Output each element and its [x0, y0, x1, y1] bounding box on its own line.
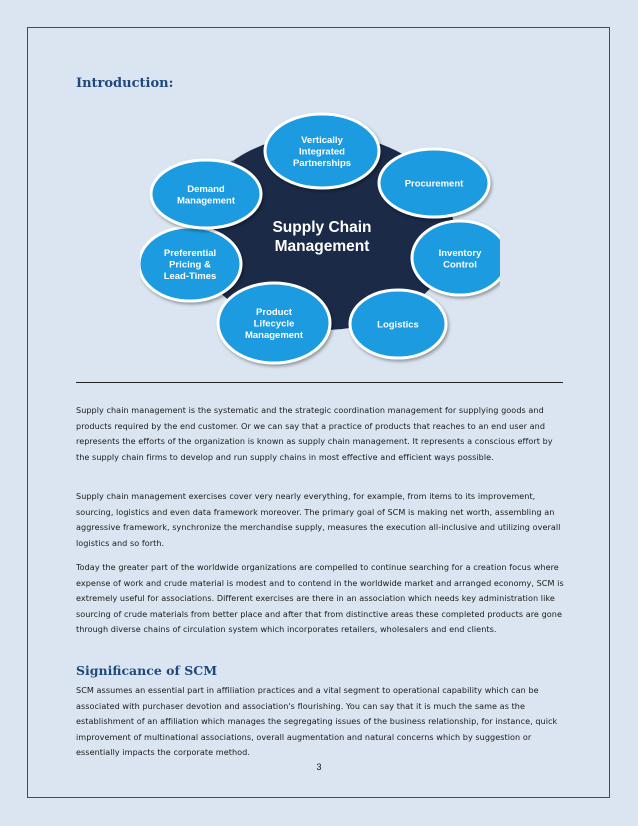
node-label-line: Integrated: [299, 146, 345, 158]
node-procurement: [379, 149, 489, 217]
paragraph-1: Supply chain management is the systematic and the strategic coordination management for supplying goods and products required by the end customer. Or we can say that a practice of products that reaches to an end user and represents the efforts of the organization is known as supply chain management. It represents a conscious effort by the supply chain firms to develop and run supply chains in most effective and efficient ways possible.: [76, 405, 553, 462]
node-demand-management: [151, 160, 261, 228]
paragraph-3: Today the greater part of the worldwide organizations are compelled to continue searching for a creation focus where expense of work and crude material is modest and to contend in the worldwide market and arranged economy, SCM is extremely useful for associations. Different exercises are there in an association which needs key administration like sourcing of crude materials from better place and after that from distinctive areas these completed products are gone through diverse chains of circulation system which incorporates retailers, wholesalers and end clients.: [76, 562, 564, 634]
node-vertically-integrated-partnerships: [265, 114, 379, 188]
node-label-line: Lead-Times: [163, 271, 217, 282]
horizontal-rule: [76, 382, 563, 383]
supply-chain-diagram: [140, 110, 500, 372]
node-label-line: Logistics: [377, 319, 419, 331]
node-label-line: Inventory: [438, 247, 482, 259]
center-title-line2: Management: [274, 238, 370, 255]
node-label-line: Demand: [187, 183, 225, 195]
node-label-line: Product: [256, 307, 292, 318]
significance-heading: Significance of SCM: [76, 663, 218, 678]
node-label-line: Preferential: [163, 248, 217, 259]
node-label-line: Pricing &: [169, 259, 211, 271]
node-preferential-pricing: [140, 227, 241, 301]
node-inventory-control: [412, 221, 500, 295]
paragraph-4: SCM assumes an essential part in affiliation practices and a vital segment to operational capability which can be associated with purchaser devotion and association's flourishing. You can say that it is much the same as the establishment of an affiliation which manages the segregating issues of the business relationship, for instance, quick improvement of multinational associations, overall augmentation and natural concerns which by suggestion or essentially impacts the corporate method.: [76, 685, 558, 757]
node-label-line: Vertically: [301, 135, 343, 146]
node-label-line: Management: [244, 330, 304, 341]
introduction-heading: Introduction:: [76, 76, 174, 91]
node-logistics: [350, 290, 446, 358]
page-number: 3: [316, 762, 322, 772]
paragraph-2: Supply chain management exercises cover very nearly everything, for example, from items to its improvement, sourcing, logistics and even data framework moreover. The primary goal of SCM is making net worth, assembling an aggressive framework, synchronize the merchandise supply, measures the execution all-inclusive and utilizing overall logistics and so forth.: [76, 491, 561, 548]
node-label-line: Lifecycle: [253, 318, 295, 330]
node-label-line: Procurement: [404, 178, 464, 190]
node-product-lifecycle-management: [218, 283, 330, 363]
node-label-line: Partnerships: [292, 158, 352, 169]
node-label-line: Management: [176, 195, 236, 207]
node-label-line: Control: [443, 259, 477, 271]
center-title-line1: Supply Chain: [272, 219, 372, 236]
